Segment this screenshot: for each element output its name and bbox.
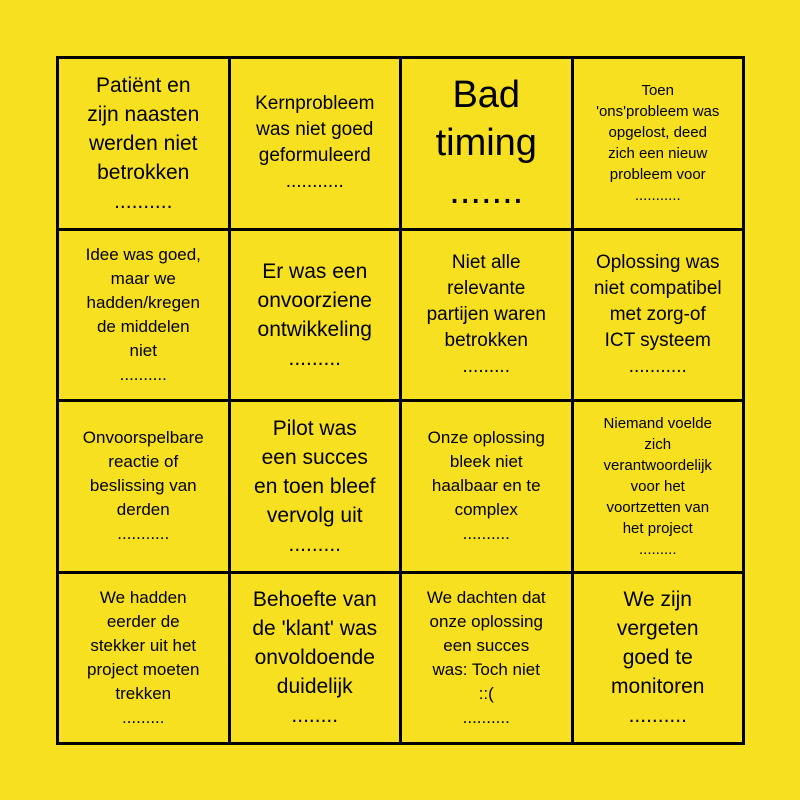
bingo-board [56, 56, 745, 745]
cell-text: Niemand voelde zich verantwoordelijk voor het voortzetten van het project ......... [603, 414, 712, 558]
cell-text: Patiënt en zijn naasten werden niet betrokken .......... [87, 73, 200, 213]
cell-text: Oplossing was niet compatibel met zorg-of ICT systeem ........... [593, 251, 722, 377]
bingo-cell[interactable] [59, 231, 228, 400]
bingo-cell[interactable] [402, 231, 571, 400]
bingo-cell[interactable] [231, 231, 400, 400]
cell-text: Pilot was een succes en toen bleef vervolg uit ......... [254, 416, 376, 556]
bingo-cell[interactable] [231, 402, 400, 571]
cell-text: Toen 'ons'probleem was opgelost, deed zich een nieuw probleem voor ........... [596, 82, 720, 205]
cell-text: Idee was goed, maar we hadden/kregen de middelen niet .......... [85, 244, 201, 384]
cell-text: Niet alle relevante partijen waren betrokken ......... [426, 251, 546, 377]
bingo-cell[interactable] [574, 59, 743, 228]
cell-text: We zijn vergeten goed te monitoren .......... [611, 588, 705, 728]
bingo-cell[interactable] [59, 402, 228, 571]
cell-text: Onze oplossing bleek niet haalbaar en te complex .......... [427, 428, 545, 544]
cell-text: Er was een onvoorziene ontwikkeling ......... [257, 259, 372, 370]
cell-text: Behoefte van de 'klant' was onvoldoende duidelijk ........ [252, 588, 378, 728]
bingo-cell[interactable] [402, 574, 571, 743]
bingo-cell[interactable] [402, 59, 571, 228]
bingo-cell[interactable] [59, 59, 228, 228]
bingo-cell[interactable] [402, 402, 571, 571]
bingo-cell[interactable] [59, 574, 228, 743]
cell-text: Onvoorspelbare reactie of beslissing van derden ........... [82, 428, 204, 544]
bingo-cell[interactable] [574, 231, 743, 400]
cell-text: We dachten dat onze oplossing een succes was: Toch niet ::( .......... [426, 587, 546, 727]
bingo-cell[interactable] [231, 59, 400, 228]
cell-text: Kernprobleem was niet goed geformuleerd ........... [255, 93, 375, 193]
cell-text: Bad timing ....... [435, 74, 537, 213]
cell-text: We hadden eerder de stekker uit het project moeten trekken ......... [87, 587, 200, 727]
bingo-cell[interactable] [574, 574, 743, 743]
bingo-cell[interactable] [574, 402, 743, 571]
bingo-cell[interactable] [231, 574, 400, 743]
